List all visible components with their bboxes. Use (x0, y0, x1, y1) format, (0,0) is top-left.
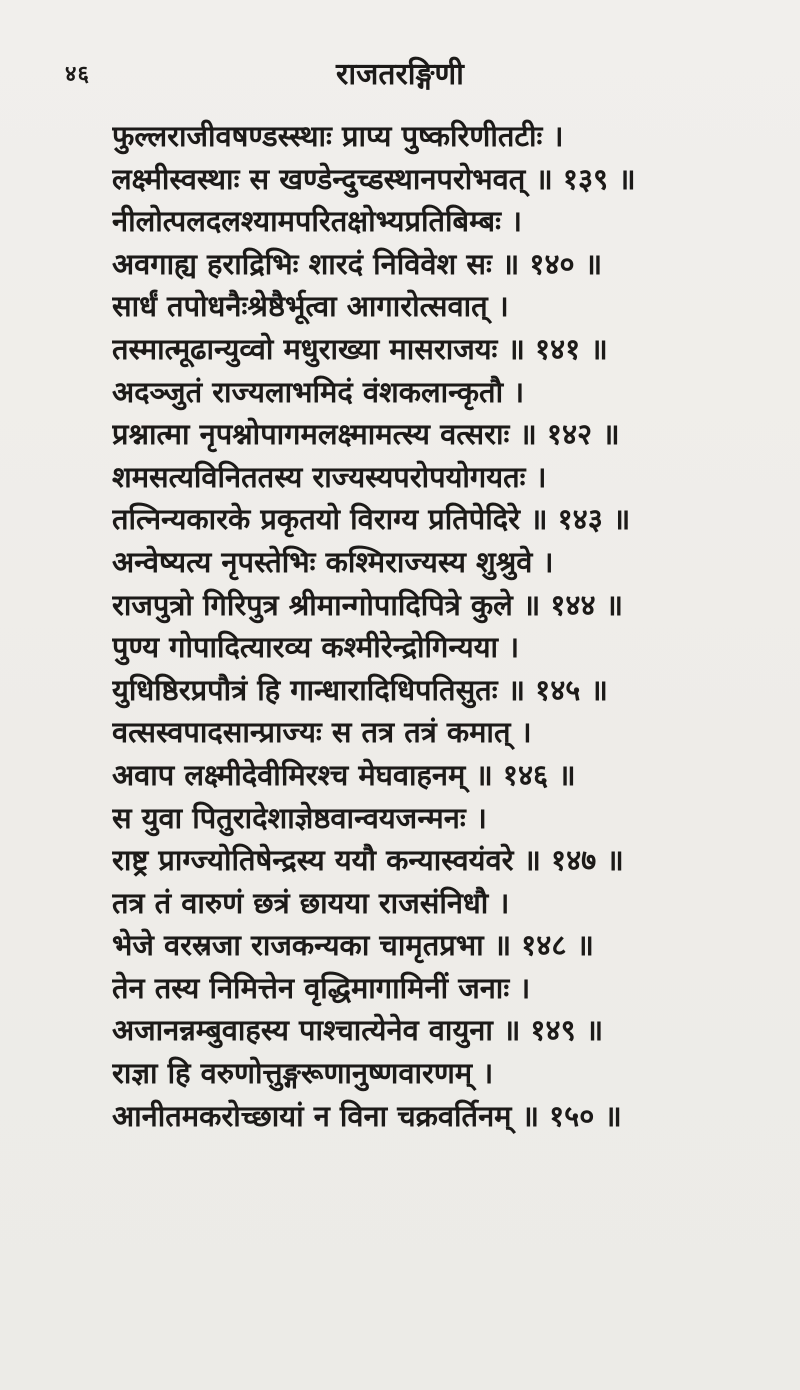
verse-line: अदञ्जुतं राज्यलाभमिदं वंशकलान्कृतौ । (112, 374, 525, 409)
verse-line: अजानन्नम्बुवाहस्य पाश्चात्येनेव वायुना ॥ १४९ ॥ (112, 1013, 604, 1048)
verse-line: राष्ट्र प्राग्ज्योतिषेन्द्रस्य ययौ कन्यास्वयंवरे ॥ १४७ ॥ (112, 843, 624, 878)
verse-line: सार्धं तपोधनैःश्रेष्ठैर्भूत्वा आगारोत्सवात् । (112, 289, 509, 324)
verse-line: तत्र तं वारुणं छत्रं छायया राजसंनिधौ । (112, 885, 510, 920)
verse-line: अवगाह्य हराद्रिभिः शारदं निविवेश सः ॥ १४० ॥ (112, 246, 603, 281)
verse-line: नीलोत्पलदलश्यामपरितक्षोभ्यप्रतिबिम्बः । (112, 204, 523, 239)
verse-line: अन्वेष्यत्य नृपस्तेभिः कश्मिराज्यस्य शुश्रुवे । (112, 544, 554, 579)
page-number: ४६ (65, 61, 90, 87)
verse-line: भेजे वरस्रजा राजकन्यका चामृतप्रभा ॥ १४८ ॥ (112, 928, 594, 963)
verse-line: तस्मात्मूढान्युव्वो मधुराख्या मासराजयः ॥ १४१ ॥ (112, 331, 608, 366)
verse-line: राज्ञा हि वरुणोत्तुङ्गरूणानुष्णवारणम् । (112, 1056, 494, 1091)
verse-line: पुण्य गोपादित्यारव्य कश्मीरेन्द्रोगिन्यया । (112, 630, 520, 665)
verse-line: फुल्लराजीवषण्डस्स्थाः प्राप्य पुष्करिणीतटीः । (112, 119, 564, 153)
verse-line: अवाप लक्ष्मीदेवीमिरश्च मेघवाहनम् ॥ १४६ ॥ (112, 757, 576, 792)
verse-line: शमसत्यविनिततस्य राज्यस्यपरोपयोगयतः । (112, 459, 547, 494)
verse-line: वत्सस्वपादसान्प्राज्यः स तत्र तत्रं कमात् । (112, 715, 532, 750)
verse-line: प्रश्नात्मा नृपश्नोपागमलक्ष्मामत्स्य वत्सराः ॥ १४२ ॥ (112, 417, 620, 452)
verse-line: स युवा पितुरादेशाज्ञेष्ठवान्वयजन्मनः । (112, 800, 487, 835)
verse-line: लक्ष्मीस्वस्थाः स खण्डेन्दुच्डस्थानपरोभवत् ॥ १३९ ॥ (112, 161, 636, 196)
running-title: राजतरङ्गिणी (336, 57, 464, 92)
verse-line: युधिष्ठिरप्रपौत्रं हि गान्धारादिधिपतिसुतः ॥ १४५ ॥ (112, 672, 608, 707)
verse-line: तेन तस्य निमित्तेन वृद्धिमागामिनीं जनाः । (112, 970, 531, 1005)
verse-text (112, 115, 752, 1137)
verse-line: तत्निन्यकारके प्रकृतयो विराग्य प्रतिपेदिरे ॥ १४३ ॥ (112, 502, 631, 537)
verse-line: राजपुत्रो गिरिपुत्र श्रीमान्गोपादिपित्रे कुले ॥ १४४ ॥ (112, 587, 624, 622)
verse-line: आनीतमकरोच्छायां न विना चक्रवर्तिनम् ॥ १५० ॥ (112, 1098, 622, 1133)
